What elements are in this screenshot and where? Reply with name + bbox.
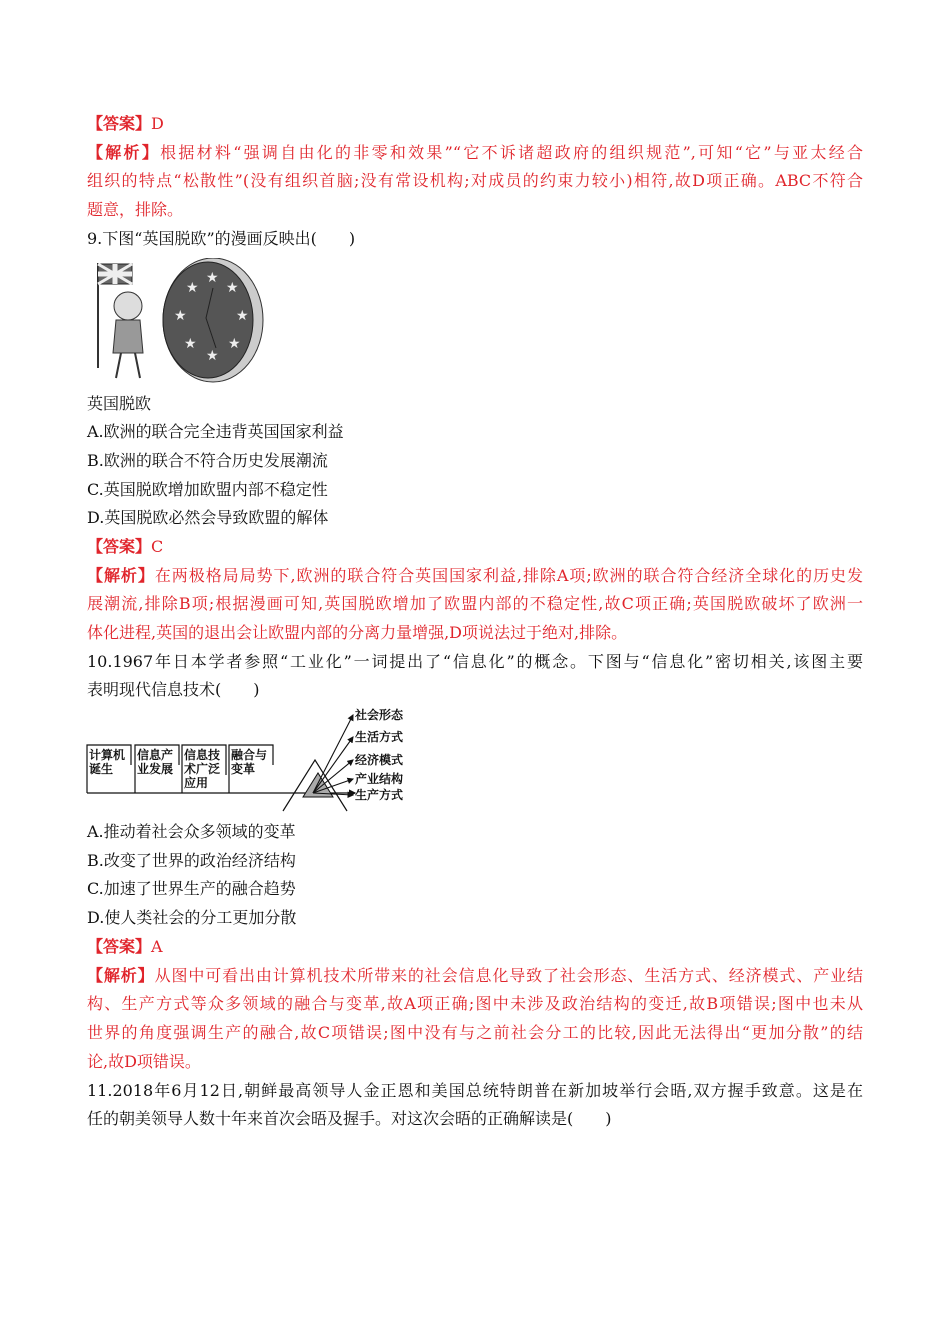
q9-option-b: B.欧洲的联合不符合历史发展潮流 bbox=[87, 451, 328, 470]
svg-text:★: ★ bbox=[226, 280, 239, 296]
q10-analysis-line: 构、生产方式等众多领域的融合与变革,故A项正确;图中未涉及政治结构的变迁,故B项错误;图中也未从 bbox=[87, 994, 863, 1013]
output-label: 生产方式 bbox=[355, 788, 404, 802]
output-label: 社会形态 bbox=[355, 708, 404, 722]
q9-option-a: A.欧洲的联合完全违背英国国家利益 bbox=[87, 422, 344, 441]
svg-text:★: ★ bbox=[174, 308, 187, 324]
output-label: 生活方式 bbox=[355, 730, 404, 744]
q8-analysis-line: 题意，排除。 bbox=[87, 200, 184, 219]
q9-analysis-line bbox=[87, 562, 863, 590]
analysis-label: 【解析】 bbox=[87, 143, 161, 162]
q10-answer bbox=[87, 933, 863, 961]
q9-option-c: C.英国脱欧增加欧盟内部不稳定性 bbox=[87, 480, 328, 499]
box-line: 业发展 bbox=[137, 762, 174, 776]
q9-option-d: D.英国脱欧必然会导致欧盟的解体 bbox=[87, 508, 329, 527]
q11-stem-line: 11.2018年6月12日,朝鲜最高领导人金正恩和美国总统特朗普在新加坡举行会晤,双方握手致意。这是在 bbox=[87, 1081, 863, 1100]
q9-analysis-line: 展潮流,排除B项;根据漫画可知,英国脱欧增加了欧盟内部的不稳定性,故C项正确;英国脱欧破坏了欧洲一 bbox=[87, 594, 863, 613]
answer-label: 【答案】 bbox=[87, 537, 152, 556]
answer-value: D bbox=[151, 114, 164, 133]
q9-stem: 9.下图“英国脱欧”的漫画反映出( ) bbox=[87, 229, 356, 248]
answer-value: C bbox=[151, 537, 164, 556]
analysis-text: 根据材料“强调自由化的非零和效果”“它不诉诸超政府的组织规范”,可知“它”与亚太经合 bbox=[160, 143, 863, 162]
eu-coin-icon bbox=[163, 258, 263, 382]
svg-text:★: ★ bbox=[186, 280, 199, 296]
svg-text:★: ★ bbox=[206, 348, 219, 364]
svg-text:★: ★ bbox=[206, 270, 219, 286]
q9-answer bbox=[87, 533, 863, 561]
informatization-diagram bbox=[85, 705, 415, 813]
box-line: 诞生 bbox=[89, 762, 114, 776]
answer-label: 【答案】 bbox=[87, 114, 152, 133]
svg-text:★: ★ bbox=[184, 336, 197, 352]
q8-answer bbox=[87, 110, 863, 138]
q10-option-c: C.加速了世界生产的融合趋势 bbox=[87, 879, 296, 898]
box-line: 术广泛 bbox=[184, 762, 221, 776]
box-line: 信息产 bbox=[137, 748, 174, 762]
box-line: 计算机 bbox=[89, 748, 126, 762]
q10-stem-line: 10.1967年日本学者参照“工业化”一词提出了“信息化”的概念。下图与“信息化”密切相关,该图主要 bbox=[87, 652, 863, 671]
q10-option-d: D.使人类社会的分工更加分散 bbox=[87, 908, 297, 927]
q8-analysis-line bbox=[87, 139, 863, 167]
q10-option-a: A.推动着社会众多领域的变革 bbox=[87, 822, 296, 841]
box-line: 应用 bbox=[184, 776, 209, 790]
brexit-cartoon-image bbox=[88, 258, 268, 386]
answer-label: 【答案】 bbox=[87, 937, 152, 956]
q10-analysis-line: 世界的角度强调生产的融合,故C项错误;图中没有与之前社会分工的比较,因此无法得出“更加分散”的结 bbox=[87, 1023, 863, 1042]
analysis-text: 在两极格局局势下,欧洲的联合符合英国国家利益,排除A项;欧洲的联合符合经济全球化的历史发 bbox=[154, 566, 863, 585]
analysis-label: 【解析】 bbox=[87, 566, 155, 585]
box-line: 变革 bbox=[231, 762, 256, 776]
q10-analysis-line bbox=[87, 962, 863, 990]
svg-text:★: ★ bbox=[236, 308, 249, 324]
analysis-text: 从图中可看出由计算机技术所带来的社会信息化导致了社会形态、生活方式、经济模式、产业结 bbox=[154, 966, 863, 985]
svg-text:★: ★ bbox=[228, 336, 241, 352]
q9-analysis-line: 体化进程,英国的退出会让欧盟内部的分离力量增强,D项说法过于绝对,排除。 bbox=[87, 623, 628, 642]
analysis-label: 【解析】 bbox=[87, 966, 155, 985]
q10-option-b: B.改变了世界的政治经济结构 bbox=[87, 851, 296, 870]
q8-analysis-line: 组织的特点“松散性”(没有组织首脑;没有常设机构;对成员的约束力较小)相符,故D项正确。ABC不符合 bbox=[87, 171, 863, 190]
box-line: 融合与 bbox=[231, 748, 268, 762]
q10-stem-line: 表明现代信息技术( ) bbox=[87, 680, 260, 699]
q11-stem-line: 任的朝美领导人数十年来首次会晤及握手。对这次会晤的正确解读是( ) bbox=[87, 1109, 612, 1128]
box-line: 信息技 bbox=[184, 748, 221, 762]
q9-image-caption: 英国脱欧 bbox=[87, 394, 152, 413]
output-label: 产业结构 bbox=[355, 772, 404, 786]
figure-icon bbox=[113, 292, 143, 378]
q10-analysis-line: 论,故D项错误。 bbox=[87, 1052, 201, 1071]
answer-value: A bbox=[151, 937, 163, 956]
output-label: 经济模式 bbox=[355, 753, 404, 767]
